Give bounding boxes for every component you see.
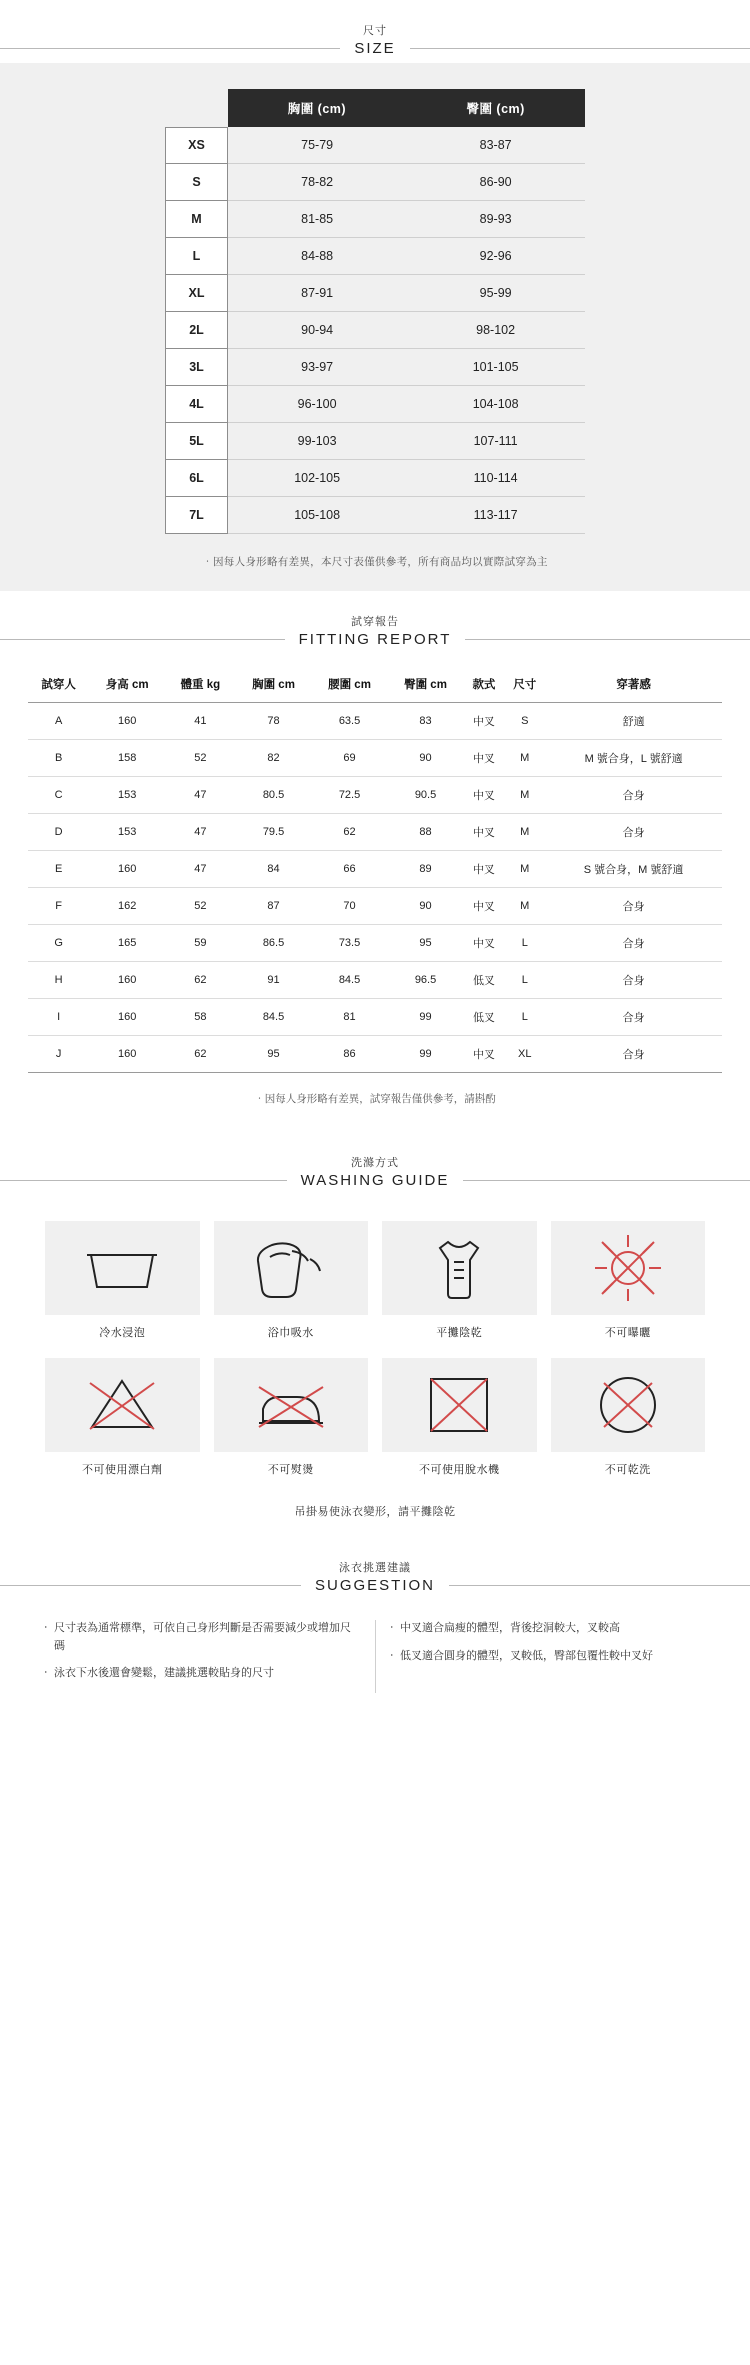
fitting-cell: 86.5 <box>236 925 312 962</box>
fitting-cell: 58 <box>165 999 235 1036</box>
fitting-cell: 95 <box>236 1036 312 1073</box>
table-row <box>28 925 722 962</box>
washing-item <box>214 1358 369 1477</box>
fitting-cell: 中叉 <box>464 851 505 888</box>
table-row <box>28 1036 722 1073</box>
washing-item-label: 平攤陰乾 <box>436 1327 483 1339</box>
section-header-washing <box>0 1132 750 1195</box>
size-bust-value: 102-105 <box>228 460 407 497</box>
fitting-cell: 95 <box>388 925 464 962</box>
fitting-cell: B <box>28 740 89 777</box>
table-row <box>166 349 586 386</box>
no-sun-icon <box>551 1221 706 1315</box>
table-row <box>166 386 586 423</box>
rule-left-size <box>0 48 340 49</box>
fitting-cell: M <box>504 888 545 925</box>
fitting-cell: 87 <box>236 888 312 925</box>
washing-item <box>45 1358 200 1477</box>
fitting-cell: 83 <box>388 703 464 740</box>
size-hip-value: 98-102 <box>406 312 585 349</box>
washing-item-label: 冷水浸泡 <box>99 1327 146 1339</box>
rule-right-suggestion <box>449 1585 750 1586</box>
fitting-cell: 70 <box>312 888 388 925</box>
table-row <box>166 201 586 238</box>
fitting-cell: 62 <box>165 962 235 999</box>
fitting-cell: 84.5 <box>236 999 312 1036</box>
size-label: L <box>166 238 228 275</box>
size-table-header-row <box>166 89 586 127</box>
fitting-cell: M 號合身，L 號舒適 <box>545 740 722 777</box>
table-row <box>166 497 586 534</box>
washing-item <box>45 1221 200 1340</box>
size-label: 4L <box>166 386 228 423</box>
table-row <box>166 164 586 201</box>
size-bust-value: 96-100 <box>228 386 407 423</box>
table-row <box>28 814 722 851</box>
size-bust-value: 105-108 <box>228 497 407 534</box>
section-title-en-fitting: FITTING REPORT <box>298 631 452 648</box>
size-bust-value: 99-103 <box>228 423 407 460</box>
fitting-cell: 62 <box>165 1036 235 1073</box>
table-row <box>166 312 586 349</box>
size-label: XL <box>166 275 228 312</box>
fitting-cell: A <box>28 703 89 740</box>
fitting-cell: 合身 <box>545 1036 722 1073</box>
fitting-cell: 90 <box>388 888 464 925</box>
fitting-col-header: 臀圍 cm <box>388 668 464 703</box>
fitting-cell: 89 <box>388 851 464 888</box>
washing-item <box>382 1358 537 1477</box>
size-label: 3L <box>166 349 228 386</box>
fitting-cell: 69 <box>312 740 388 777</box>
fitting-cell: 160 <box>89 851 165 888</box>
section-title-cn-size: 尺寸 <box>363 25 387 37</box>
washing-footer-note: 吊掛易使泳衣變形，請平攤陰乾 <box>294 1506 456 1518</box>
section-header-suggestion <box>0 1537 750 1600</box>
fitting-cell: 82 <box>236 740 312 777</box>
section-header-fitting <box>0 591 750 654</box>
fitting-cell: 160 <box>89 703 165 740</box>
fitting-cell: 72.5 <box>312 777 388 814</box>
fitting-cell: 41 <box>165 703 235 740</box>
fitting-col-header: 身高 cm <box>89 668 165 703</box>
fitting-cell: I <box>28 999 89 1036</box>
fitting-cell: M <box>504 740 545 777</box>
fitting-cell: 90.5 <box>388 777 464 814</box>
fitting-cell: 91 <box>236 962 312 999</box>
size-note: ‧因每人身形略有差異，本尺寸表僅供參考，所有商品均以實際試穿為主 <box>202 556 548 568</box>
flat-dry-icon <box>382 1221 537 1315</box>
fitting-cell: 73.5 <box>312 925 388 962</box>
table-row <box>28 999 722 1036</box>
size-label: S <box>166 164 228 201</box>
table-row <box>166 423 586 460</box>
fitting-cell: L <box>504 925 545 962</box>
fitting-col-header: 胸圍 cm <box>236 668 312 703</box>
fitting-section <box>0 668 750 1132</box>
fitting-table-header-row <box>28 668 722 703</box>
washing-section <box>0 1195 750 1537</box>
washing-item <box>551 1358 706 1477</box>
rule-left-fitting <box>0 639 285 640</box>
table-row <box>28 851 722 888</box>
size-hip-value: 86-90 <box>406 164 585 201</box>
fitting-cell: S <box>504 703 545 740</box>
washing-item-label: 浴巾吸水 <box>267 1327 314 1339</box>
washing-item-label: 不可曝曬 <box>604 1327 651 1339</box>
table-row <box>166 238 586 275</box>
washing-item-label: 不可使用漂白劑 <box>82 1464 163 1476</box>
fitting-cell: 160 <box>89 962 165 999</box>
fitting-cell: 47 <box>165 777 235 814</box>
size-bust-value: 75-79 <box>228 127 407 164</box>
fitting-cell: 合身 <box>545 962 722 999</box>
fitting-cell: 合身 <box>545 999 722 1036</box>
rule-left-washing <box>0 1180 287 1181</box>
size-label: 5L <box>166 423 228 460</box>
fitting-cell: M <box>504 851 545 888</box>
table-row <box>28 962 722 999</box>
fitting-cell: 中叉 <box>464 925 505 962</box>
fitting-cell: 59 <box>165 925 235 962</box>
size-hip-value: 95-99 <box>406 275 585 312</box>
size-label: 2L <box>166 312 228 349</box>
fitting-col-header: 穿著感 <box>545 668 722 703</box>
washing-item-label: 不可乾洗 <box>604 1464 651 1476</box>
fitting-cell: 84 <box>236 851 312 888</box>
fitting-col-header: 腰圍 cm <box>312 668 388 703</box>
table-row <box>28 888 722 925</box>
fitting-cell: 160 <box>89 999 165 1036</box>
no-bleach-icon <box>45 1358 200 1452</box>
rule-right-fitting <box>465 639 750 640</box>
fitting-cell: 中叉 <box>464 814 505 851</box>
size-hip-value: 104-108 <box>406 386 585 423</box>
fitting-cell: 62 <box>312 814 388 851</box>
fitting-cell: J <box>28 1036 89 1073</box>
suggestion-item: ‧ 泳衣下水後還會變鬆，建議挑選較貼身的尺寸 <box>44 1665 361 1683</box>
size-col-blank <box>166 89 228 127</box>
washing-item <box>551 1221 706 1340</box>
size-bust-value: 78-82 <box>228 164 407 201</box>
fitting-cell: 81 <box>312 999 388 1036</box>
suggestion-item: ‧ 低叉適合圓身的體型，叉較低，臀部包覆性較中叉好 <box>390 1648 706 1666</box>
washing-item <box>214 1221 369 1340</box>
size-bust-value: 90-94 <box>228 312 407 349</box>
fitting-table <box>28 668 722 1073</box>
fitting-cell: 合身 <box>545 925 722 962</box>
fitting-cell: 99 <box>388 999 464 1036</box>
fitting-cell: G <box>28 925 89 962</box>
fitting-cell: 66 <box>312 851 388 888</box>
size-table <box>165 89 585 534</box>
fitting-cell: 中叉 <box>464 777 505 814</box>
fitting-cell: D <box>28 814 89 851</box>
fitting-col-header: 體重 kg <box>165 668 235 703</box>
fitting-cell: 中叉 <box>464 1036 505 1073</box>
fitting-cell: 合身 <box>545 814 722 851</box>
fitting-cell: 中叉 <box>464 888 505 925</box>
table-row <box>28 777 722 814</box>
size-label: 6L <box>166 460 228 497</box>
size-hip-value: 92-96 <box>406 238 585 275</box>
fitting-cell: 165 <box>89 925 165 962</box>
towel-icon <box>214 1221 369 1315</box>
fitting-cell: M <box>504 777 545 814</box>
size-hip-value: 113-117 <box>406 497 585 534</box>
size-hip-value: 110-114 <box>406 460 585 497</box>
fitting-cell: 88 <box>388 814 464 851</box>
washing-item <box>382 1221 537 1340</box>
section-title-cn-suggestion: 泳衣挑選建議 <box>339 1562 411 1574</box>
fitting-cell: S 號合身，M 號舒適 <box>545 851 722 888</box>
size-hip-value: 83-87 <box>406 127 585 164</box>
fitting-cell: 低叉 <box>464 999 505 1036</box>
size-hip-value: 89-93 <box>406 201 585 238</box>
rule-right-washing <box>463 1180 750 1181</box>
fitting-cell: E <box>28 851 89 888</box>
fitting-cell: L <box>504 962 545 999</box>
fitting-cell: 158 <box>89 740 165 777</box>
fitting-cell: 中叉 <box>464 703 505 740</box>
fitting-cell: 低叉 <box>464 962 505 999</box>
size-hip-value: 101-105 <box>406 349 585 386</box>
fitting-cell: 舒適 <box>545 703 722 740</box>
size-bust-value: 87-91 <box>228 275 407 312</box>
suggestion-item: ‧ 中叉適合扁瘦的體型，背後挖洞較大，叉較高 <box>390 1620 706 1638</box>
size-hip-value: 107-111 <box>406 423 585 460</box>
size-col-bust: 胸圍 (cm) <box>228 89 407 127</box>
size-label: M <box>166 201 228 238</box>
fitting-cell: 78 <box>236 703 312 740</box>
fitting-cell: 160 <box>89 1036 165 1073</box>
fitting-cell: 162 <box>89 888 165 925</box>
fitting-cell: 153 <box>89 777 165 814</box>
fitting-cell: 中叉 <box>464 740 505 777</box>
size-bust-value: 84-88 <box>228 238 407 275</box>
suggestion-column-left <box>30 1620 375 1693</box>
size-bust-value: 81-85 <box>228 201 407 238</box>
size-label: 7L <box>166 497 228 534</box>
fitting-cell: F <box>28 888 89 925</box>
table-row <box>166 127 586 164</box>
fitting-cell: 84.5 <box>312 962 388 999</box>
size-col-hip: 臀圍 (cm) <box>406 89 585 127</box>
fitting-col-header: 試穿人 <box>28 668 89 703</box>
fitting-cell: C <box>28 777 89 814</box>
table-row <box>166 460 586 497</box>
fitting-cell: 80.5 <box>236 777 312 814</box>
section-title-cn-fitting: 試穿報告 <box>351 616 399 628</box>
fitting-cell: XL <box>504 1036 545 1073</box>
section-title-cn-washing: 洗滌方式 <box>351 1157 399 1169</box>
suggestion-item: ‧ 尺寸表為通常標準，可依自己身形判斷是否需要減少或增加尺碼 <box>44 1620 361 1655</box>
fitting-cell: 96.5 <box>388 962 464 999</box>
suggestion-column-right <box>375 1620 720 1693</box>
suggestion-section <box>0 1600 750 1719</box>
rule-right-size <box>410 48 750 49</box>
section-title-en-washing: WASHING GUIDE <box>300 1172 450 1189</box>
washing-item-label: 不可熨燙 <box>267 1464 314 1476</box>
fitting-cell: 47 <box>165 851 235 888</box>
no-spin-icon <box>382 1358 537 1452</box>
fitting-cell: M <box>504 814 545 851</box>
table-row <box>166 275 586 312</box>
table-row <box>28 703 722 740</box>
no-iron-icon <box>214 1358 369 1452</box>
no-dryclean-icon <box>551 1358 706 1452</box>
basin-icon <box>45 1221 200 1315</box>
fitting-cell: 63.5 <box>312 703 388 740</box>
section-title-en-suggestion: SUGGESTION <box>315 1577 436 1594</box>
fitting-cell: 52 <box>165 888 235 925</box>
section-title-en-size: SIZE <box>354 40 396 57</box>
fitting-col-header: 款式 <box>464 668 505 703</box>
fitting-cell: 47 <box>165 814 235 851</box>
fitting-cell: H <box>28 962 89 999</box>
fitting-cell: 90 <box>388 740 464 777</box>
section-header-size <box>0 0 750 63</box>
fitting-cell: 79.5 <box>236 814 312 851</box>
fitting-note: ‧因每人身形略有差異，試穿報告僅供參考，請斟酌 <box>254 1093 496 1105</box>
fitting-cell: 合身 <box>545 777 722 814</box>
fitting-cell: L <box>504 999 545 1036</box>
size-section <box>0 63 750 591</box>
size-label: XS <box>166 127 228 164</box>
fitting-cell: 86 <box>312 1036 388 1073</box>
rule-left-suggestion <box>0 1585 301 1586</box>
table-row <box>28 740 722 777</box>
fitting-cell: 52 <box>165 740 235 777</box>
fitting-cell: 99 <box>388 1036 464 1073</box>
size-bust-value: 93-97 <box>228 349 407 386</box>
fitting-cell: 153 <box>89 814 165 851</box>
washing-item-label: 不可使用脫水機 <box>419 1464 500 1476</box>
fitting-col-header: 尺寸 <box>504 668 545 703</box>
fitting-cell: 合身 <box>545 888 722 925</box>
